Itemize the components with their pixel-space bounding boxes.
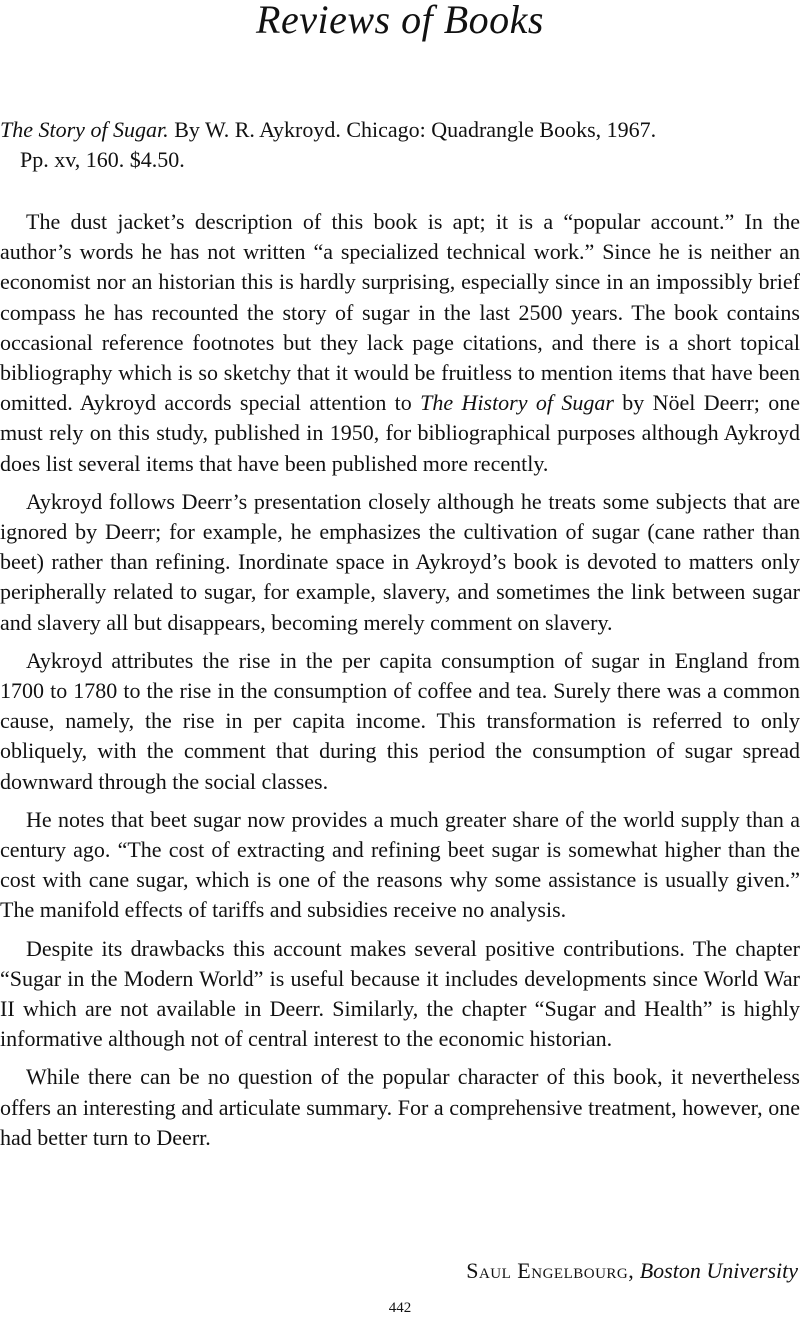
paragraph-1-text-b: by Nöel Deerr; one must rely on this study, published in 1950, for bibliographical purposes although Aykroyd does list several items that have been published more recently. (0, 390, 800, 476)
book-citation (0, 115, 790, 175)
review-paragraph-3: Aykroyd attributes the rise in the per capita consumption of sugar in England from 1700 to 1780 to the rise in the consumption of coffee and tea. Surely there was a common cause, namely, the rise in per capita income. This transformation is referred to only obliquely, with the comment that during this period the consumption of sugar spread downward through the social classes. (0, 647, 800, 794)
review-paragraph-1 (0, 207, 800, 479)
reviewer-name: Saul Engelbourg, (466, 1258, 635, 1283)
paragraph-1-text-a: The dust jacket’s description of this book is apt; it is a “popular account.” In the author’s words he has not written “a specialized technical work.” Since he is neither an economist nor an historian this is hardly surprising, especially since in an impossibly brief compass he has recounted the story of sugar in the last 2500 years. The book contains occasional reference footnotes but they lack page citations, and there is a short topical bibliography which is so sketchy that it would be fruitless to mention items that have been omitted. Aykroyd accords special attention to (0, 209, 800, 416)
review-paragraph-6: While there can be no question of the popular character of this book, it nevertheless offers an interesting and articulate summary. For a comprehensive treatment, however, one had better turn to Deerr. (0, 1064, 800, 1150)
review-paragraph-2: Aykroyd follows Deerr’s presentation closely although he treats some subjects that are ignored by Deerr; for example, he emphasizes the cultivation of sugar (cane rather than beet) rather than refining. Inordinate space in Aykroyd’s book is devoted to matters only peripherally related to sugar, for example, slavery, and sometimes the link between sugar and slavery all but disappears, becoming merely comment on slavery. (0, 488, 800, 635)
reviewer-signature (466, 1257, 798, 1285)
reviewer-affiliation: Boston University (639, 1258, 798, 1283)
review-paragraph-5: Despite its drawbacks this account makes several positive contributions. The chapter “Sugar in the Modern World” is useful because it includes developments since World War II which are not available in Deerr. Similarly, the chapter “Sugar and Health” is highly informative although not of central interest to the economic historian. (0, 935, 800, 1052)
section-title: Reviews of Books (256, 0, 544, 42)
review-paragraph-4: He notes that beet sugar now provides a much greater share of the world supply than a century ago. “The cost of extracting and refining beet sugar is somewhat higher than the cost with cane sugar, which is one of the reasons why some assistance is usually given.” The manifold effects of tariffs and subsidies receive no analysis. (0, 806, 800, 923)
referenced-book-title: The History of Sugar (420, 390, 614, 416)
book-title: The Story of Sugar. (0, 117, 169, 142)
review-body (0, 207, 800, 1161)
citation-details-line2: Pp. xv, 160. $4.50. (20, 147, 185, 172)
page-number: 442 (388, 1300, 412, 1316)
citation-details-line1: By W. R. Aykroyd. Chicago: Quadrangle Books, 1967. (168, 117, 657, 142)
